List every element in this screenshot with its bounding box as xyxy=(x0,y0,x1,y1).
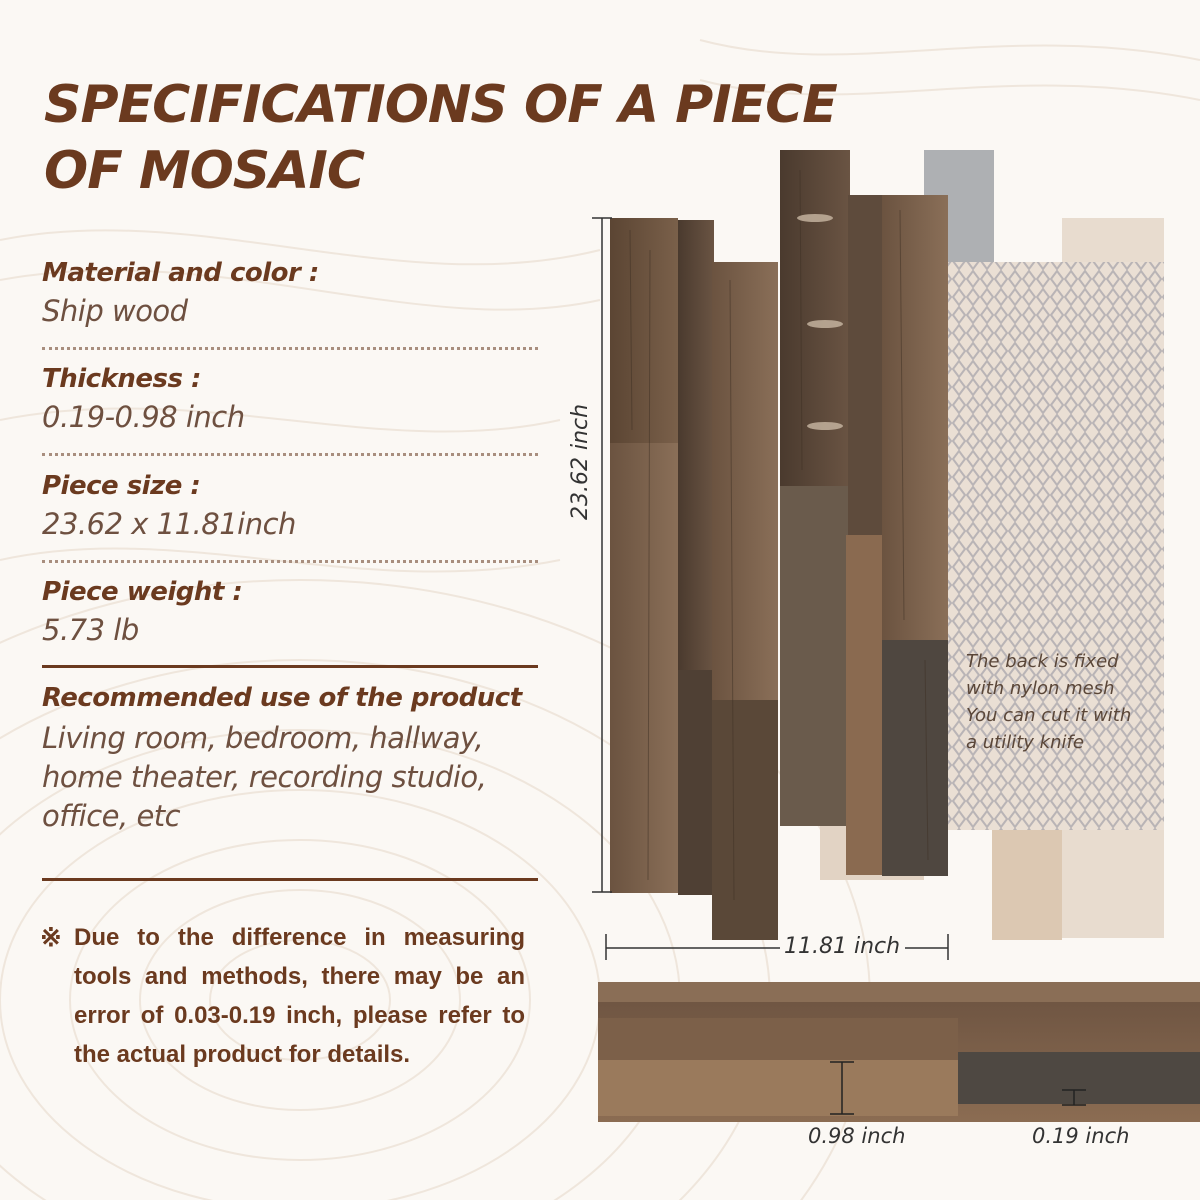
side-view-layer xyxy=(598,1018,958,1060)
wood-plank xyxy=(848,195,882,535)
spec-thickness xyxy=(42,364,542,434)
mesh-annotation xyxy=(966,648,1176,756)
side-view-thick-plank xyxy=(598,1060,958,1116)
wood-plank xyxy=(846,535,882,875)
note-text: Due to the difference in measuring tools and methods, there may be an error of 0.03-0.19 inch, please refer to the actual product for details. xyxy=(74,924,525,1068)
wood-plank xyxy=(712,700,778,940)
wood-plank xyxy=(882,195,948,640)
wood-plank xyxy=(780,150,850,486)
mesh-annotation-line-4: a utility knife xyxy=(966,732,1084,753)
wood-plank xyxy=(610,218,678,443)
thick-dimension-label: 0.98 inch xyxy=(808,1124,906,1148)
spec-recommended-use xyxy=(42,683,542,836)
wood-plank xyxy=(780,486,848,826)
mesh-annotation-line-2: with nylon mesh xyxy=(966,678,1115,699)
material-label: Material and color : xyxy=(42,258,319,288)
measurement-note xyxy=(40,918,525,1074)
spec-size xyxy=(42,471,542,541)
size-label: Piece size : xyxy=(42,471,201,501)
mesh-annotation-line-1: The back is fixed xyxy=(966,651,1119,672)
spec-weight xyxy=(42,577,542,647)
height-dimension-label: 23.62 inch xyxy=(568,403,593,520)
side-view-top xyxy=(598,982,1200,1002)
weight-value: 5.73 lb xyxy=(42,613,139,647)
reference-mark-icon: ※ xyxy=(40,922,62,952)
use-value-line-1: Living room, bedroom, hallway, xyxy=(42,721,484,755)
divider-solid xyxy=(42,665,538,668)
wood-plank xyxy=(678,220,714,670)
use-label: Recommended use of the product xyxy=(42,683,522,713)
wood-plank xyxy=(678,670,714,895)
use-value-line-3: office, etc xyxy=(42,799,181,833)
wood-plank xyxy=(712,262,778,702)
use-value-line-2: home theater, recording studio, xyxy=(42,760,487,794)
mesh-annotation-line-3: You can cut it with xyxy=(966,705,1132,726)
weight-label: Piece weight : xyxy=(42,577,243,607)
wood-plank xyxy=(610,443,678,893)
divider-dotted xyxy=(42,347,538,350)
divider-dotted xyxy=(42,560,538,563)
page-title: SPECIFICATIONS OF A PIECE OF MOSAIC xyxy=(44,75,837,201)
divider-dotted xyxy=(42,453,538,456)
thin-dimension-label: 0.19 inch xyxy=(1032,1124,1130,1148)
material-value: Ship wood xyxy=(42,294,188,328)
thickness-value: 0.19-0.98 inch xyxy=(42,400,245,434)
spec-material xyxy=(42,258,542,328)
back-plank xyxy=(992,820,1062,940)
size-value: 23.62 x 11.81inch xyxy=(42,507,296,541)
side-view-thin-plank xyxy=(958,1052,1200,1104)
wood-plank xyxy=(882,640,948,876)
thickness-label: Thickness : xyxy=(42,364,201,394)
divider-solid xyxy=(42,878,538,881)
width-dimension-label: 11.81 inch xyxy=(784,934,901,959)
